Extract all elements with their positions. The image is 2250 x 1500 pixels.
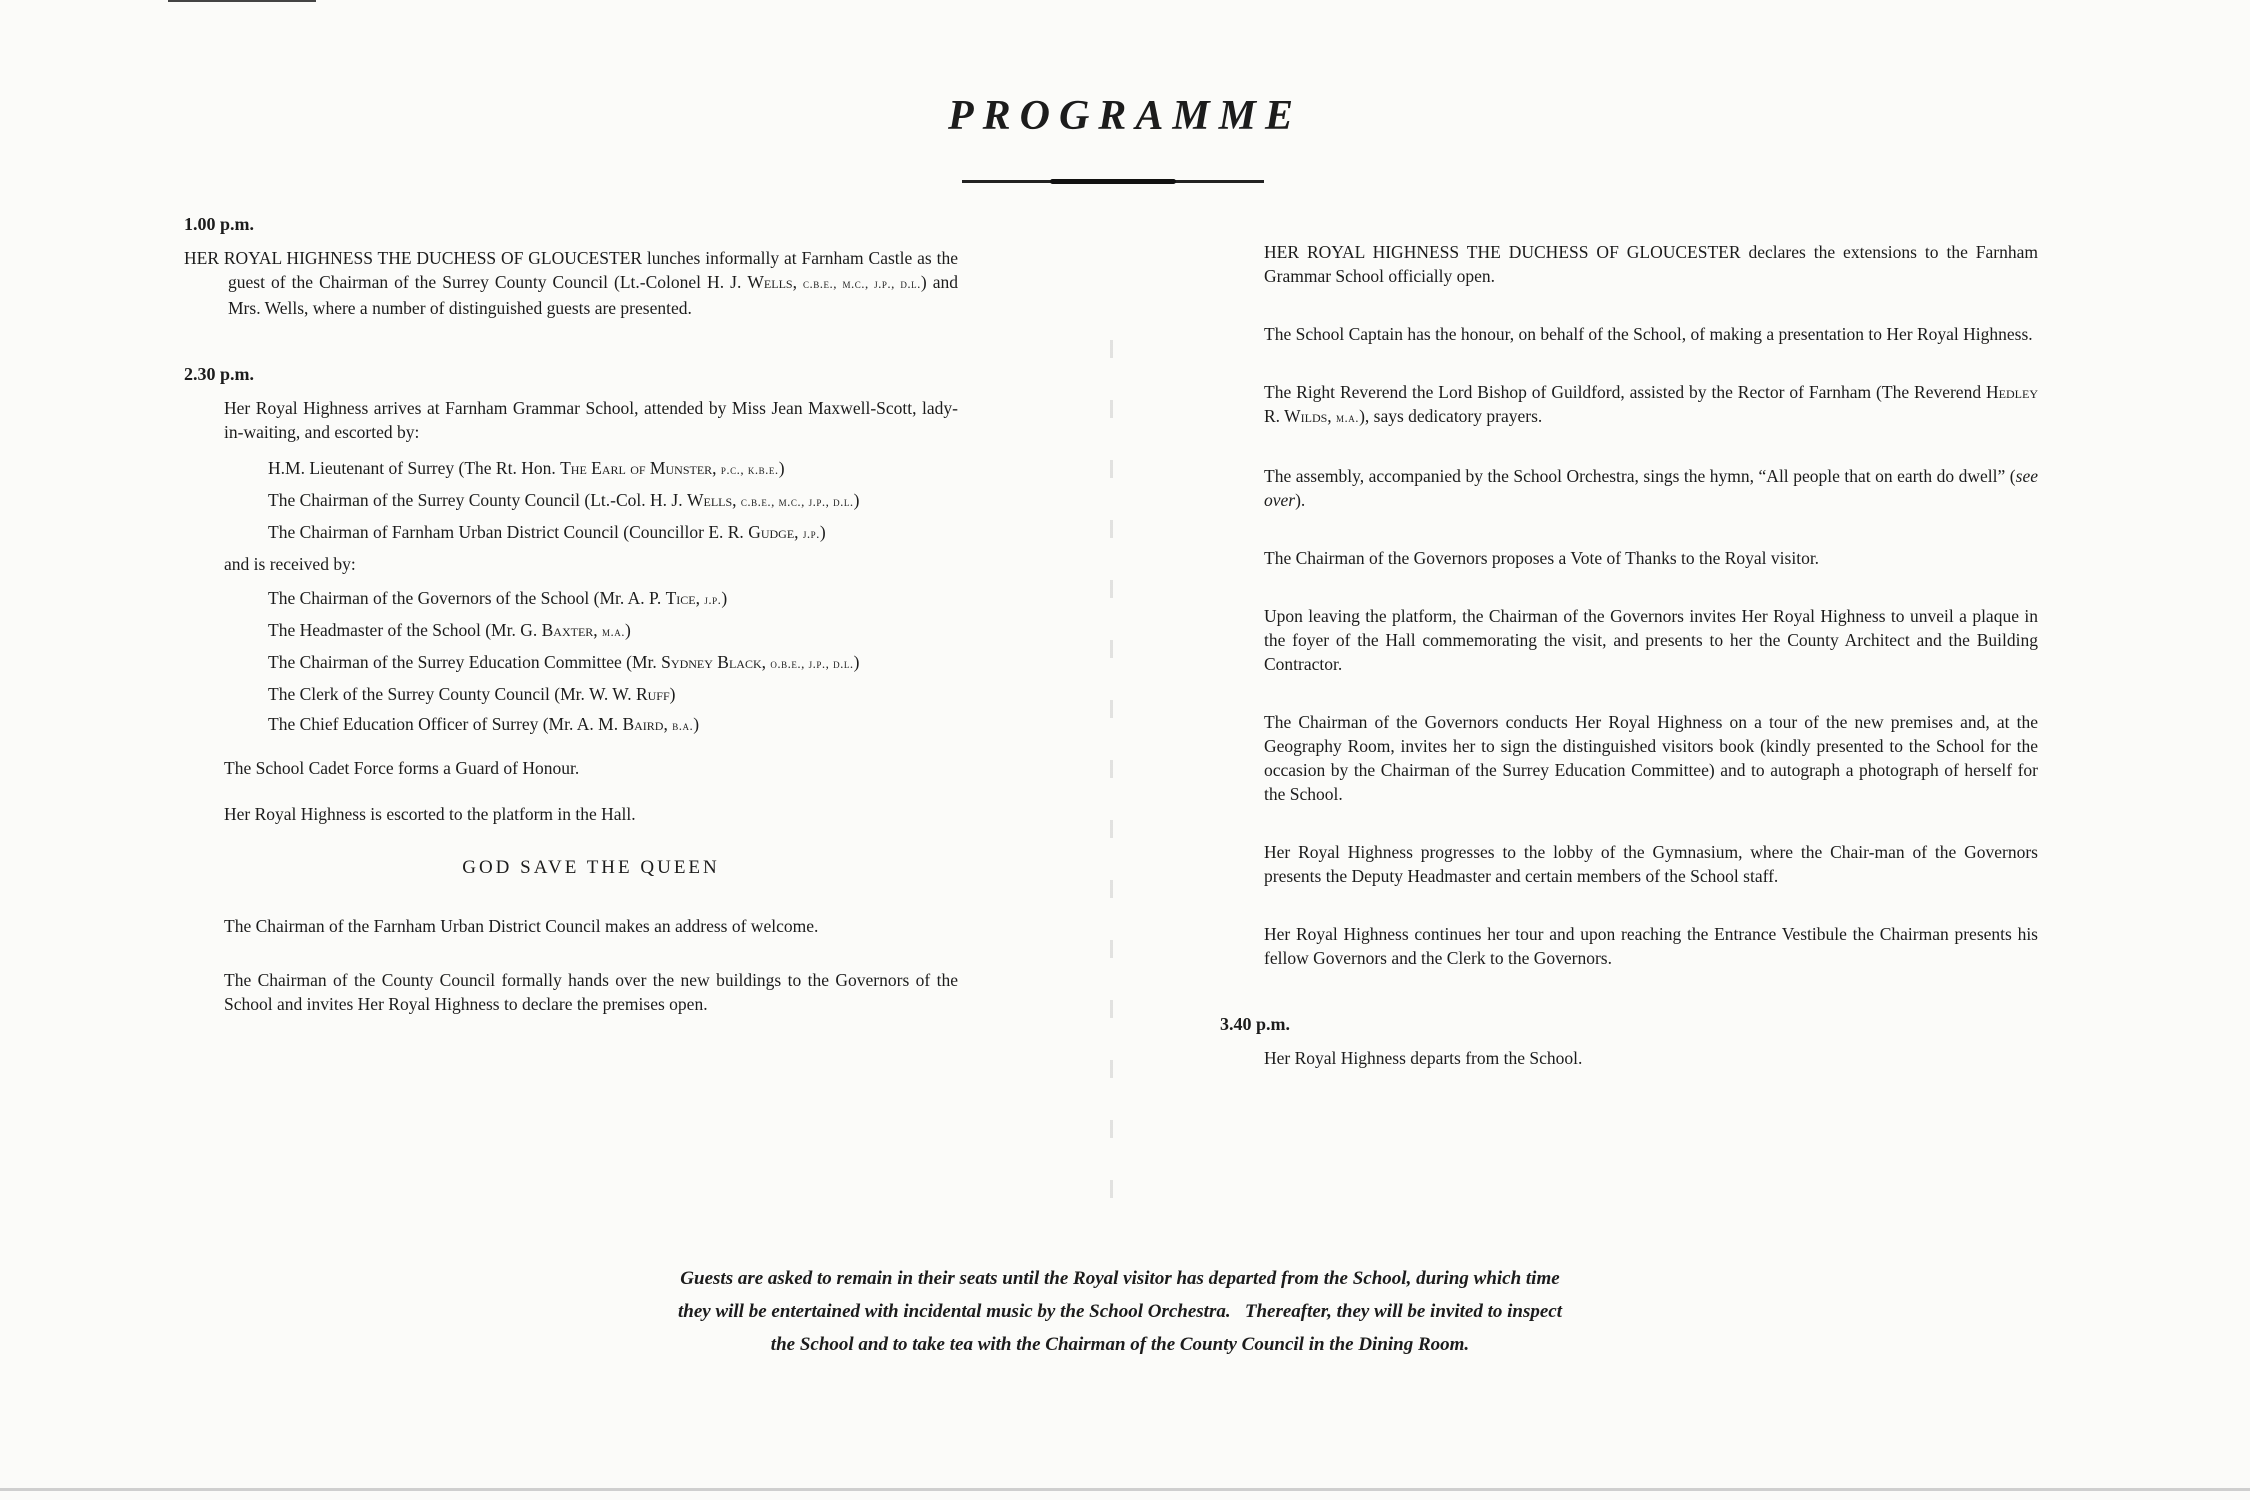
lunch-paragraph: HER ROYAL HIGHNESS THE DUCHESS OF GLOUCESTER lunches informally at Farnham Castle as the guest of the Chairman of the Surrey County Council (Lt.-Colonel H. J. Wells, c.b.e., m.c., j.p., d.l.) and Mrs. Wells, where a number of distinguished guests are presented.: [184, 248, 958, 318]
anthem-heading: GOD SAVE THE QUEEN: [462, 857, 720, 878]
guests-note: [520, 1262, 1720, 1361]
reception-item: The Clerk of the Surrey County Council (Mr. W. W. Ruff): [268, 684, 676, 704]
bishop-paragraph: The Right Reverend the Lord Bishop of Guildford, assisted by the Rector of Farnham (The Reverend Hedley R. Wilds, m.a.), says dedicatory prayers.: [1264, 382, 2038, 426]
time-3-40: 3.40 p.m.: [1220, 1014, 1291, 1034]
top-edge-rule: [168, 0, 316, 2]
escorted-line: Her Royal Highness is escorted to the platform in the Hall.: [224, 804, 636, 824]
declares-paragraph: HER ROYAL HIGHNESS THE DUCHESS OF GLOUCESTER declares the extensions to the Farnham Grammar School officially open.: [1264, 242, 2038, 286]
escort-item: The Chairman of Farnham Urban District Council (Councillor E. R. Gudge, j.p.): [268, 522, 826, 542]
fold-crease: [1110, 340, 1113, 1240]
captain-paragraph: The School Captain has the honour, on behalf of the School, of making a presentation to Her Royal Highness.: [1264, 324, 2033, 344]
right-column: [1220, 240, 2038, 1070]
tour-paragraph: The Chairman of the Governors conducts Her Royal Highness on a tour of the new premises and, at the Geography Room, invites her to sign the distinguished visitors book (kindly presented to the School for the occasion by the Chairman of the Surrey Education Committee) and to autograph a photograph of herself for the School.: [1264, 712, 2038, 804]
guests-note-line: Guests are asked to remain in their seats until the Royal visitor has departed from the School, during which time: [680, 1268, 1560, 1289]
time-1-00: 1.00 p.m.: [184, 214, 255, 234]
arrival-paragraph: Her Royal Highness arrives at Farnham Grammar School, attended by Miss Jean Maxwell-Scott, lady-in-waiting, and escorted by:: [224, 398, 958, 442]
escort-item: The Chairman of the Surrey County Council (Lt.-Col. H. J. Wells, c.b.e., m.c., j.p., d.l.): [268, 490, 860, 510]
guests-note-line: the School and to take tea with the Chairman of the County Council in the Dining Room.: [770, 1334, 1470, 1355]
time-2-30: 2.30 p.m.: [184, 364, 255, 384]
reception-item: The Chairman of the Governors of the School (Mr. A. P. Tice, j.p.): [268, 588, 728, 608]
reception-item: The Chief Education Officer of Surrey (Mr. A. M. Baird, b.a.): [268, 714, 700, 734]
vestibule-paragraph: Her Royal Highness continues her tour and upon reaching the Entrance Vestibule the Chairman presents his fellow Governors and the Clerk to the Governors.: [1264, 924, 2038, 968]
guests-note-line: they will be entertained with incidental music by the School Orchestra. Thereafter, they will be invited to inspect: [677, 1301, 1562, 1322]
hymn-paragraph: The assembly, accompanied by the School Orchestra, sings the hymn, “All people that on earth do dwell” (see over).: [1264, 466, 2038, 510]
thanks-paragraph: The Chairman of the Governors proposes a Vote of Thanks to the Royal visitor.: [1264, 548, 1820, 568]
handover-paragraph: The Chairman of the County Council formally hands over the new buildings to the Governors of the School and invites Her Royal Highness to declare the premises open.: [224, 970, 958, 1014]
cadet-force-line: The School Cadet Force forms a Guard of Honour.: [224, 758, 580, 778]
reception-item: The Headmaster of the School (Mr. G. Baxter, m.a.): [268, 620, 631, 640]
page-title: PROGRAMME: [947, 93, 1303, 139]
bottom-edge: [0, 1488, 2250, 1491]
departs-line: Her Royal Highness departs from the School.: [1264, 1048, 1583, 1068]
reception-item: The Chairman of the Surrey Education Committee (Mr. Sydney Black, o.b.e., j.p., d.l.): [268, 652, 860, 672]
plaque-paragraph: Upon leaving the platform, the Chairman of the Governors invites Her Royal Highness to unveil a plaque in the foyer of the Hall commemorating the visit, and presents to her the County Architect and the Building Contractor.: [1264, 606, 2038, 674]
received-by-label: and is received by:: [224, 554, 356, 574]
gymnasium-paragraph: Her Royal Highness progresses to the lobby of the Gymnasium, where the Chair-man of the Governors presents the Deputy Headmaster and certain members of the School staff.: [1264, 842, 2038, 886]
title-rule-thick: [1050, 179, 1176, 184]
escort-item: H.M. Lieutenant of Surrey (The Rt. Hon. The Earl of Munster, p.c., k.b.e.): [268, 458, 785, 478]
left-column: [184, 212, 958, 1016]
welcome-paragraph: The Chairman of the Farnham Urban District Council makes an address of welcome.: [224, 916, 819, 936]
